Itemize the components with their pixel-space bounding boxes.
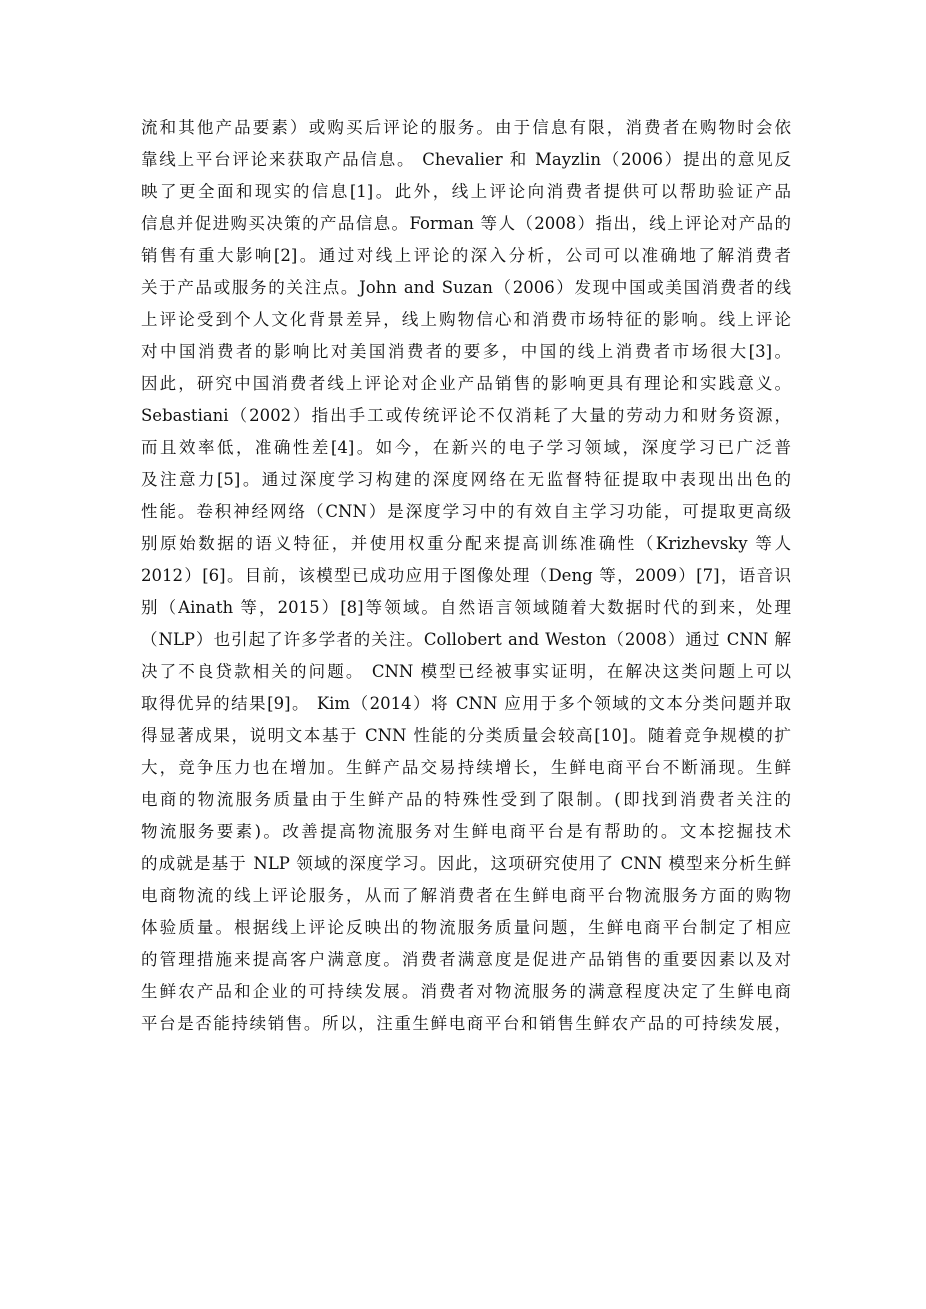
text-line: 的管理措施来提高客户满意度。消费者满意度是促进产品销售的重要因素以及对 <box>141 950 791 969</box>
text-line: 大，竞争压力也在增加。生鲜产品交易持续增长，生鲜电商平台不断涌现。生鲜 <box>141 758 791 777</box>
text-line: 上评论受到个人文化背景差异，线上购物信心和消费市场特征的影响。线上评论 <box>141 310 791 329</box>
text-line: 信息并促进购买决策的产品信息。Forman 等人（2008）指出，线上评论对产品的 <box>141 214 791 233</box>
text-line: 对中国消费者的影响比对美国消费者的要多，中国的线上消费者市场很大[3]。 <box>141 342 791 361</box>
text-line: 平台是否能持续销售。所以，注重生鲜电商平台和销售生鲜农产品的可持续发展， <box>141 1014 791 1033</box>
text-line: 生鲜农产品和企业的可持续发展。消费者对物流服务的满意程度决定了生鲜电商 <box>141 982 791 1001</box>
body-paragraph <box>141 112 791 1040</box>
text-line: 而且效率低，准确性差[4]。如今，在新兴的电子学习领域，深度学习已广泛普 <box>141 438 791 457</box>
text-line: 映了更全面和现实的信息[1]。此外，线上评论向消费者提供可以帮助验证产品 <box>141 182 791 201</box>
text-line: 电商的物流服务质量由于生鲜产品的特殊性受到了限制。(即找到消费者关注的 <box>141 790 791 809</box>
text-line: 别原始数据的语义特征，并使用权重分配来提高训练准确性（Krizhevsky 等人 <box>141 534 791 553</box>
text-line: （NLP）也引起了许多学者的关注。Collobert and Weston（2008）通过 CNN 解 <box>141 630 791 649</box>
text-line: 物流服务要素)。改善提高物流服务对生鲜电商平台是有帮助的。文本挖掘技术 <box>141 822 791 841</box>
text-line: 取得优异的结果[9]。 Kim（2014）将 CNN 应用于多个领域的文本分类问题并取 <box>141 694 791 713</box>
text-line: 靠线上平台评论来获取产品信息。 Chevalier 和 Mayzlin（2006）提出的意见反 <box>141 150 791 169</box>
text-line: 流和其他产品要素）或购买后评论的服务。由于信息有限，消费者在购物时会依 <box>141 118 791 137</box>
text-line: 决了不良贷款相关的问题。 CNN 模型已经被事实证明，在解决这类问题上可以 <box>141 662 791 681</box>
text-line: 及注意力[5]。通过深度学习构建的深度网络在无监督特征提取中表现出出色的 <box>141 470 791 489</box>
text-line: 电商物流的线上评论服务，从而了解消费者在生鲜电商平台物流服务方面的购物 <box>141 886 791 905</box>
text-line: Sebastiani（2002）指出手工或传统评论不仅消耗了大量的劳动力和财务资源， <box>141 406 791 425</box>
text-line: 关于产品或服务的关注点。John and Suzan（2006）发现中国或美国消费者的线 <box>141 278 791 297</box>
text-line: 2012）[6]。目前，该模型已成功应用于图像处理（Deng 等，2009）[7]，语音识 <box>141 566 791 585</box>
text-line: 销售有重大影响[2]。通过对线上评论的深入分析，公司可以准确地了解消费者 <box>141 246 791 265</box>
text-line: 因此，研究中国消费者线上评论对企业产品销售的影响更具有理论和实践意义。 <box>141 374 791 393</box>
text-line: 的成就是基于 NLP 领域的深度学习。因此，这项研究使用了 CNN 模型来分析生鲜 <box>141 854 791 873</box>
text-line: 体验质量。根据线上评论反映出的物流服务质量问题，生鲜电商平台制定了相应 <box>141 918 791 937</box>
text-line: 得显著成果，说明文本基于 CNN 性能的分类质量会较高[10]。随着竞争规模的扩 <box>141 726 791 745</box>
text-line: 别（Ainath 等，2015）[8]等领域。自然语言领域随着大数据时代的到来，处理 <box>141 598 791 617</box>
text-line: 性能。卷积神经网络（CNN）是深度学习中的有效自主学习功能，可提取更高级 <box>141 502 791 521</box>
